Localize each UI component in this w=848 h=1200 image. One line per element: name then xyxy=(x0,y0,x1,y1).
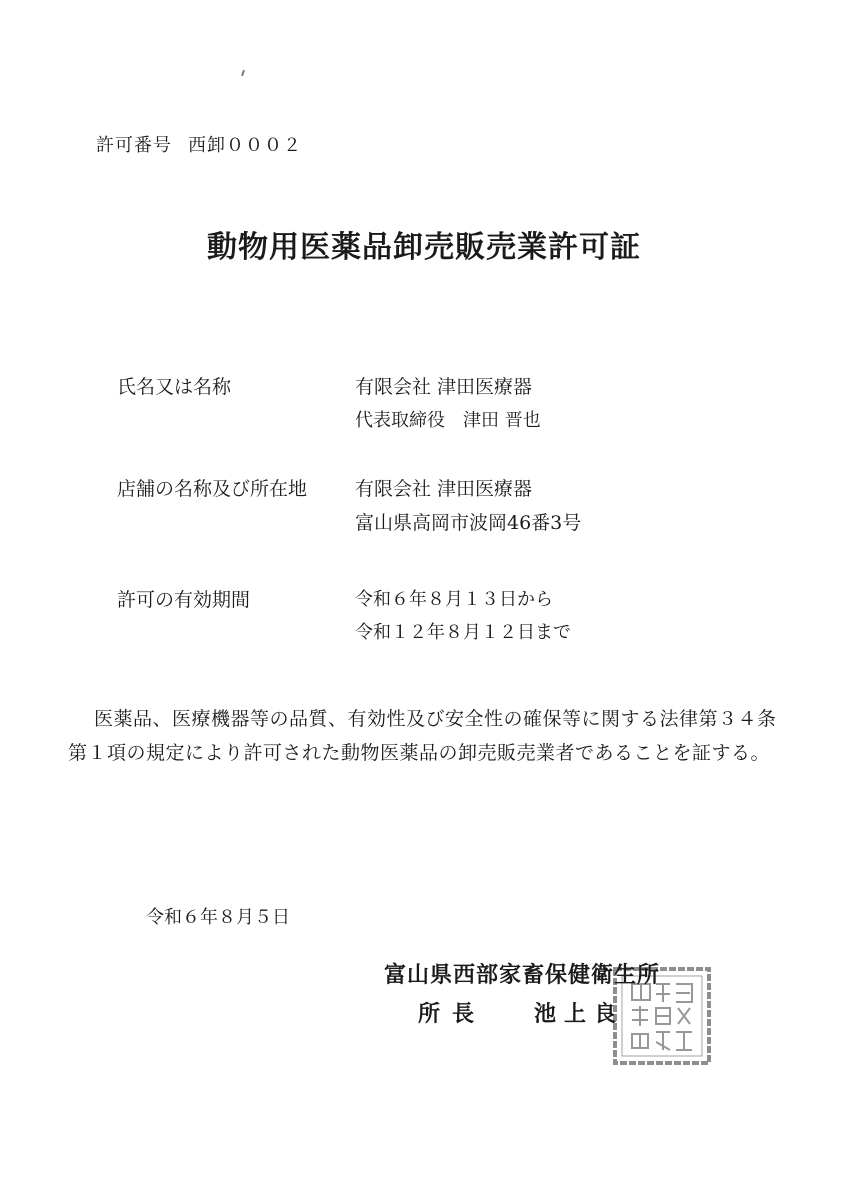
certification-statement: 医薬品、医療機器等の品質、有効性及び安全性の確保等に関する法律第３４条第１項の規定により許可された動物医薬品の卸売販売業者であることを証する。 xyxy=(68,708,777,764)
scan-speck xyxy=(241,70,245,76)
name-label: 氏名又は名称 xyxy=(117,376,232,398)
name-value-line1: 有限会社 津田医療器 xyxy=(355,376,533,398)
period-label: 許可の有効期間 xyxy=(117,589,251,611)
director-name: 池上良 xyxy=(534,1001,625,1027)
issuing-office: 富山県西部家畜保健衛生所 xyxy=(384,962,661,988)
issue-date: 令和６年８月５日 xyxy=(146,907,290,928)
permit-number-label: 許可番号 xyxy=(96,135,172,156)
period-value-line1: 令和６年８月１３日から xyxy=(355,589,553,610)
director-title: 所長 xyxy=(418,1001,487,1027)
store-label: 店舗の名称及び所在地 xyxy=(117,478,308,500)
period-value-line2: 令和１２年８月１２日まで xyxy=(355,622,571,643)
store-value-line2: 富山県高岡市波岡46番3号 xyxy=(355,512,582,534)
document-title: 動物用医薬品卸売販売業許可証 xyxy=(207,230,641,265)
permit-number xyxy=(96,131,302,157)
store-value-line1: 有限会社 津田医療器 xyxy=(355,478,533,500)
name-value-line2: 代表取締役 津田 晋也 xyxy=(355,410,541,431)
permit-number-value: 西卸０００２ xyxy=(188,135,302,156)
